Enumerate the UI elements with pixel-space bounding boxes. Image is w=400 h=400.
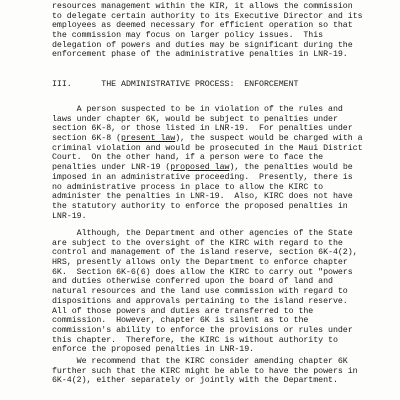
text-line: enforce the proposed penalties in LNR-19.: [52, 345, 255, 355]
text-line: section 6K-8, or those listed in LNR-19. For penalties under: [52, 124, 353, 134]
text-line: enforcement phase of the administrative penalties in LNR-19.: [52, 50, 348, 60]
text-line: administer the penalties in LNR-19. Also, KIRC does not have: [52, 192, 353, 202]
text-line: LNR-19.: [52, 211, 87, 221]
section-heading: [52, 80, 298, 90]
text-line: criminal violation and would be prosecuted in the Maui District: [52, 143, 363, 153]
text-line: All of those powers and duties are transferred to the: [52, 306, 314, 316]
text-line: dispositions and approvals pertaining to the island reserve.: [52, 296, 348, 306]
text-line: the statutory authority to enforce the proposed penalties in: [52, 201, 348, 211]
underlined-term: proposed law: [170, 163, 230, 173]
underlined-term: present law: [121, 134, 176, 144]
text-line: HRS, presently allows only the Department to enforce chapter: [52, 258, 348, 268]
text-line: 6K-4(2), either separately or jointly with the Department.: [52, 376, 338, 386]
text-line: Although, the Department and other agencies of the State: [52, 229, 353, 238]
paragraph-1: [52, 105, 382, 221]
text-line: further such that the KIRC might be able to have the powers in: [52, 366, 358, 376]
text-line: Court. On the other hand, if a person were to face the: [52, 153, 324, 163]
text-line: resources management within the KIR, it allows the commission: [52, 2, 353, 11]
text-line: this chapter. Therefore, the KIRC is without authority to: [52, 335, 338, 345]
text-line: employees as deemed necessary for efficient operation so that: [52, 21, 353, 31]
section-title: THE ADMINISTRATIVE PROCESS: ENFORCEMENT: [101, 80, 299, 89]
section-number: III.: [52, 80, 72, 89]
text-line: control and management of the island reserve, section 6K-4(2),: [52, 248, 358, 258]
text-line: are subject to the oversight of the KIRC with regard to the: [52, 238, 343, 248]
text-line: natural resources and the land use commission with regard to: [52, 287, 348, 297]
text-line: delegation of powers and duties may be significant during the: [52, 40, 353, 50]
text-line: section 6K-8 (present law), the suspect would be charged with a: [52, 134, 363, 144]
text-line: the commission may focus on larger policy issues. This: [52, 31, 324, 41]
text-line: imposed in an administrative proceeding. Presently, there is: [52, 172, 353, 182]
text-line: 6K. Section 6K-6(6) does allow the KIRC to carry out "powers: [52, 267, 353, 277]
text-line: and duties otherwise conferred upon the board of land and: [52, 277, 333, 287]
text-line: A person suspected to be in violation of the rules and: [52, 105, 343, 114]
paragraph-2: [52, 229, 382, 355]
paragraph-3: [52, 357, 382, 386]
text-line: commission. However, chapter 6K is silent as to the: [52, 316, 309, 326]
text-line: We recommend that the KIRC consider amending chapter 6K: [52, 357, 348, 366]
text-line: penalties under LNR-19 (proposed law), the penalties would be: [52, 163, 353, 173]
paragraph-intro: [52, 2, 382, 60]
text-line: no administrative process in place to allow the KIRC to: [52, 182, 324, 192]
text-line: laws under chapter 6K, would be subject to penalties under: [52, 114, 338, 124]
text-line: commission's ability to enforce the provisions or rules under: [52, 325, 353, 335]
text-line: to delegate certain authority to its Executive Director and its: [52, 11, 363, 21]
